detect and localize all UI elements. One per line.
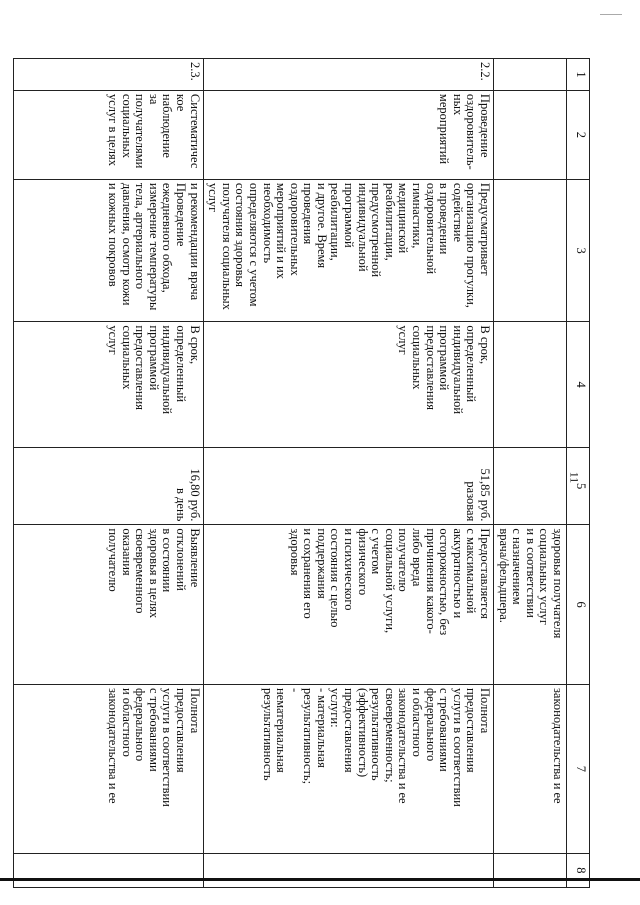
carry-cell [494,447,567,525]
carry-cell [494,179,567,322]
service-description: Предусматривает организацию прогулки, содействие в проведении оздоровительной гимнастики, медицинской реабилитации, предусмотренной индивидуальной программой реабилитации, и другое. Время проведения оздоровительных мероприятий и их необходимость определяются с учетом состояния здоровья получателя социальных услуг [203,179,493,322]
col-header-5: 5 [567,447,590,525]
service-conditions: Выявление отклонений в состоянии здоровья в целях своевременного оказания получателю [13,525,203,685]
carry-cell [494,90,567,179]
carry-over-row [494,59,567,888]
service-term: В срок, определенный индивидуальной программой предоставления социальных услуг [13,322,203,447]
col-header-4: 4 [567,322,590,447]
carry-cell [494,322,567,447]
service-extra [13,853,203,887]
service-extra [203,853,493,887]
service-term: В срок, определенный индивидуальной программой предоставления социальных услуг [203,322,493,447]
service-name: Проведение оздоровитель- ных мероприятий [203,90,493,179]
service-description: и рекомендации врача Проведение ежедневного обхода, измерение температуры тела, артериального давления, осмотр кожи и кожных покровов [13,179,203,322]
carry-cell [494,59,567,91]
carry-cell-indicators: законодательства и ее [494,684,567,853]
rotated-table-wrapper [50,58,590,888]
carry-cell [494,853,567,887]
service-indicators: Полнота предоставления услуги в соответствии с требованиями федерального и областного законодательства и ее [13,684,203,853]
col-header-6: 6 [567,525,590,685]
table-row [13,59,203,888]
service-price: 16,80 руб. в день [13,447,203,525]
service-price: 51,85 руб. разовая [203,447,493,525]
row-number: 2.3. [13,59,203,91]
col-header-7: 7 [567,684,590,853]
services-table [13,58,590,888]
service-name: Систематичес кое наблюдение за получателями социальных услуг в целях [13,90,203,179]
page-number: 11 [567,471,582,484]
service-indicators: Полнота предоставления услуги в соответствии с требованиями федерального и областного законодательства и ее своевременность; результативность (эффективность) предоставления услуги: - материальная результативность; - нематериальная результативность [203,684,493,853]
service-conditions: Предоставляется с максимальной аккуратностью и осторожностью, без причинения какого- либо вреда получателю социальной услуги, с учетом физического и психического состояния с целью поддержания и сохранения его здоровья [203,525,493,685]
table-row [203,59,493,888]
col-header-1: 1 [567,59,590,91]
col-header-3: 3 [567,179,590,322]
row-number: 2.2. [203,59,493,91]
carry-cell-conditions: здоровья получателя социальных услуг и в соответствии с назначением врача/фельдшера. [494,525,567,685]
scan-bottom-line [0,878,640,881]
col-header-8: 8 [567,853,590,887]
scan-edge-mark [600,14,622,15]
col-header-2: 2 [567,90,590,179]
